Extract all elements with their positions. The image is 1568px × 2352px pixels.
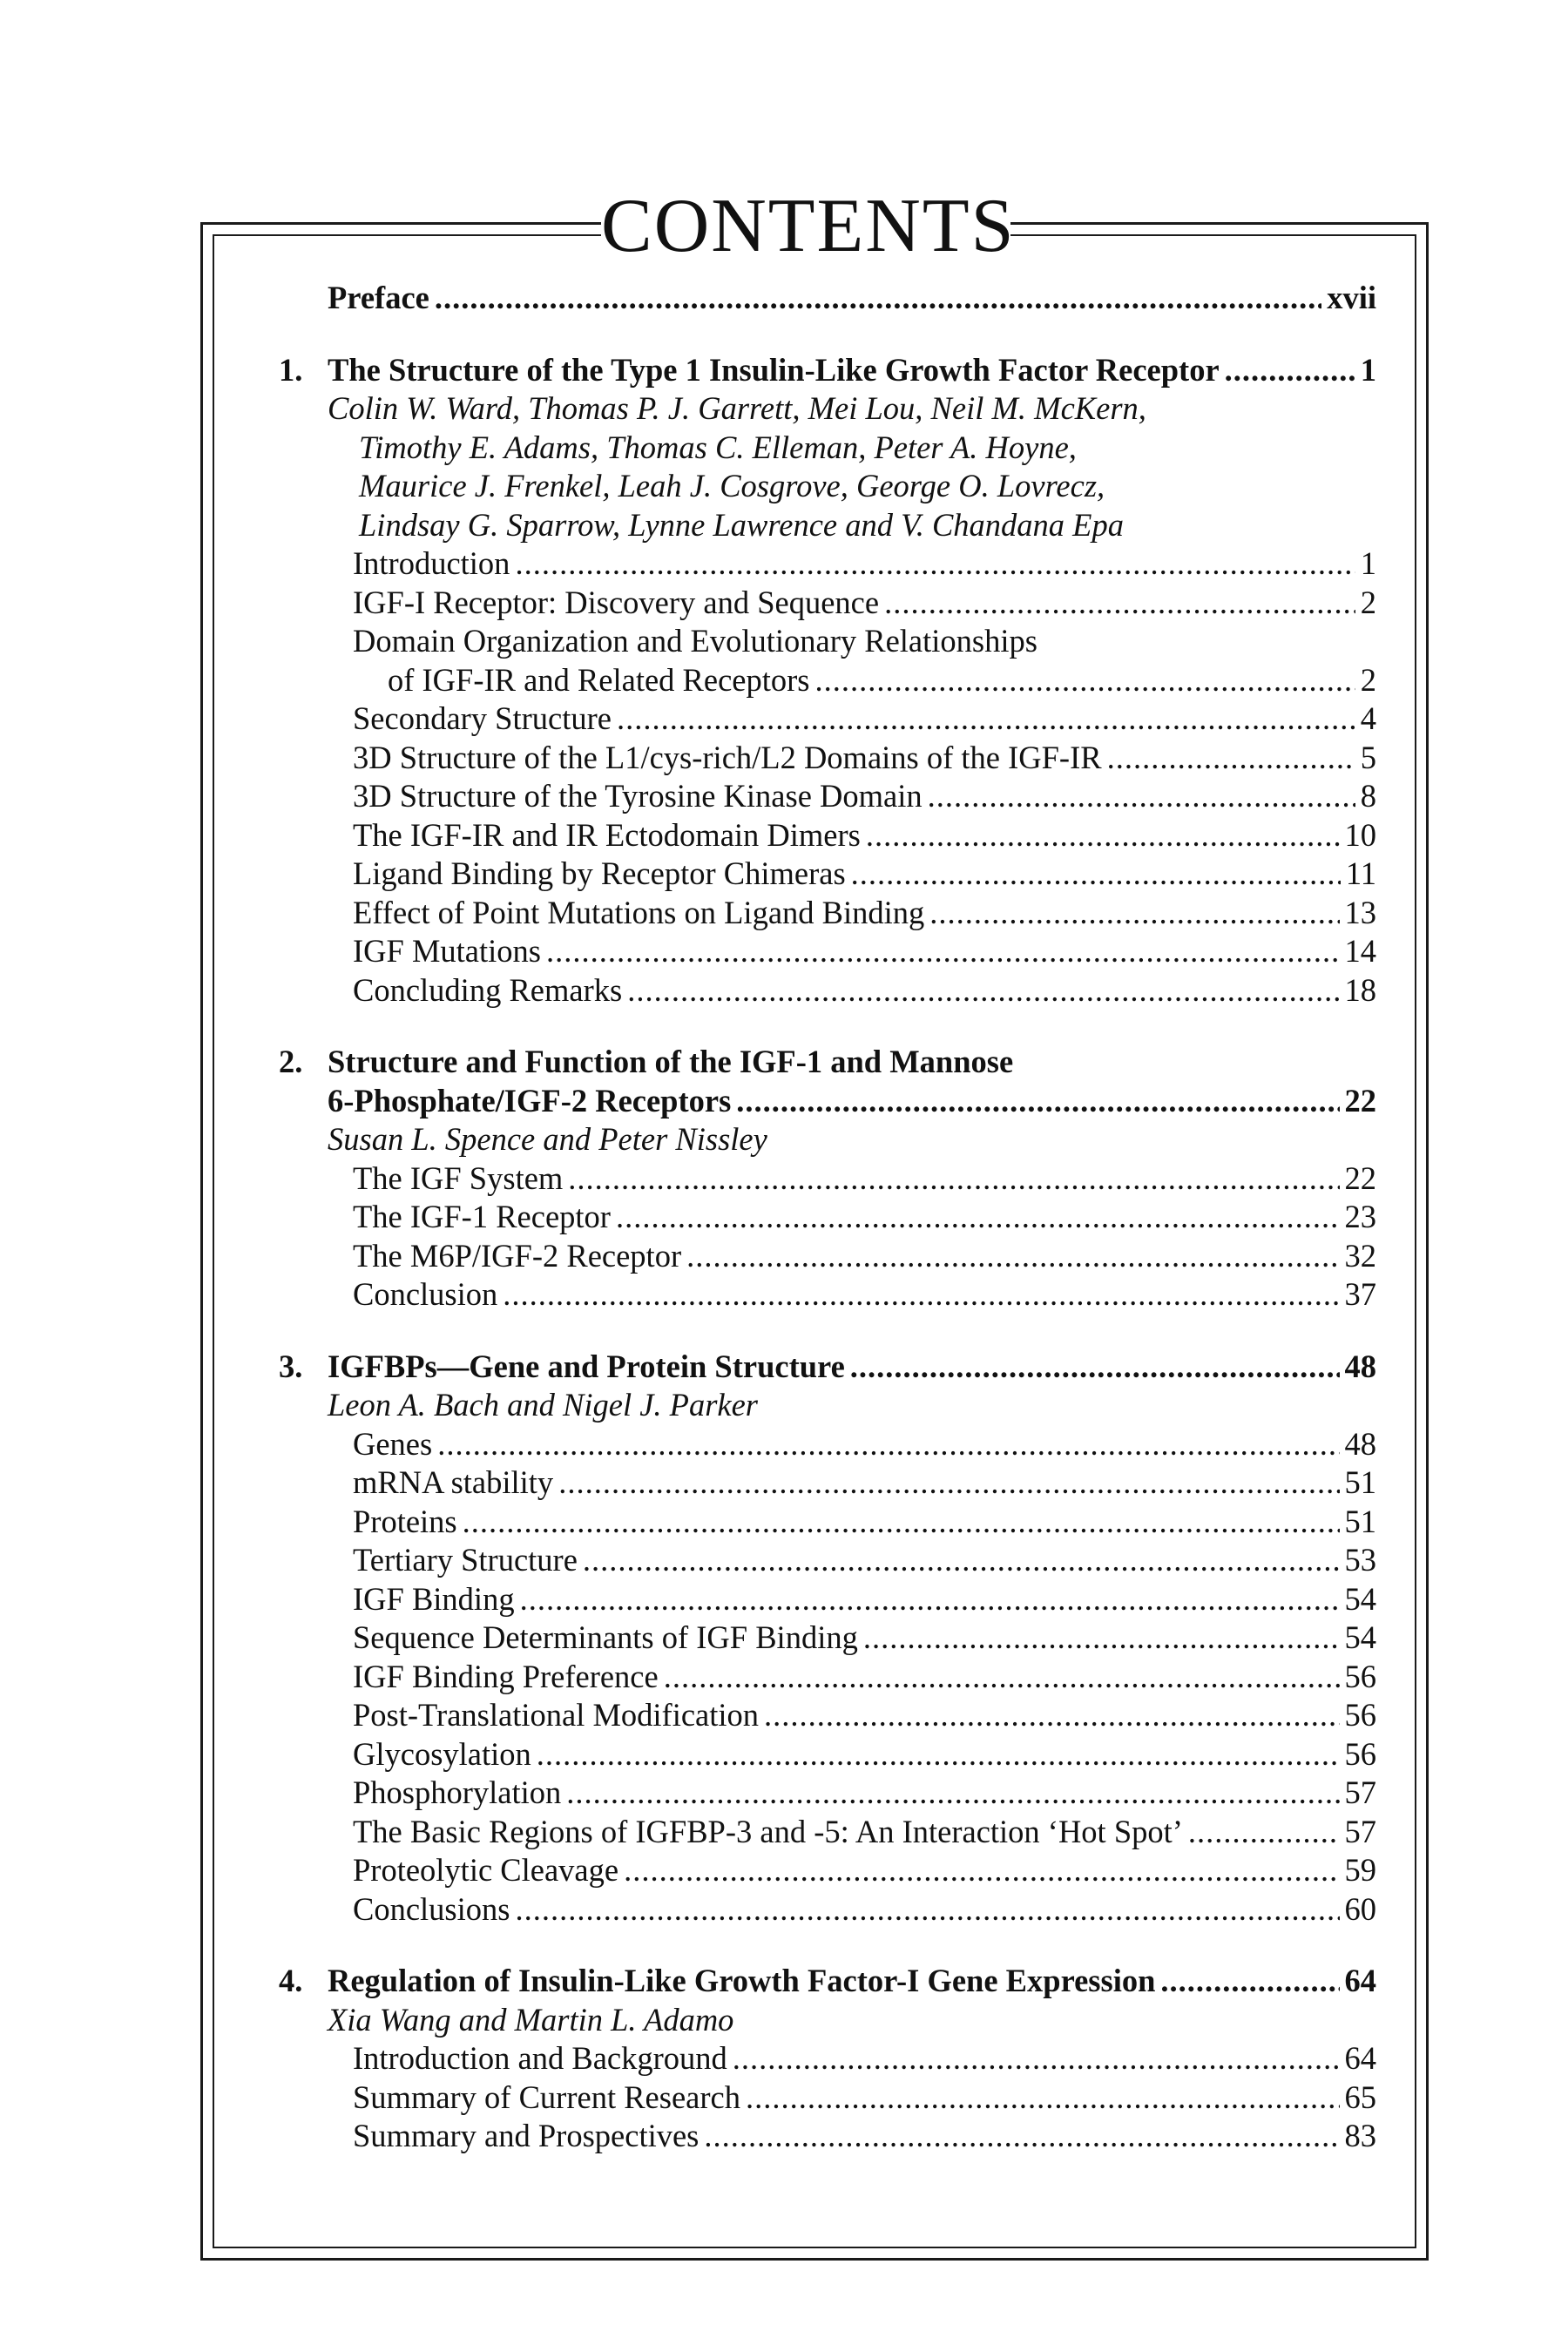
section-page: 51 (1344, 1464, 1376, 1500)
preface-label: Preface (328, 280, 429, 315)
section-page: 4 (1360, 700, 1376, 736)
section-title: Tertiary Structure (353, 1542, 578, 1578)
section-title: The IGF System (353, 1159, 564, 1196)
section-page: 54 (1344, 1619, 1376, 1655)
dot-leader (851, 855, 1341, 894)
spacer (279, 318, 1376, 351)
toc-section[interactable] (279, 1774, 1376, 1813)
dot-leader (929, 894, 1339, 933)
toc-section[interactable] (279, 2117, 1376, 2156)
toc-section[interactable] (279, 584, 1376, 623)
spacer (279, 1315, 1376, 1348)
dot-leader (1160, 1962, 1339, 2001)
chapter-page: 64 (1344, 1963, 1376, 1998)
section-title: IGF-I Receptor: Discovery and Sequence (353, 584, 880, 620)
section-page: 56 (1344, 1735, 1376, 1772)
toc-section[interactable] (279, 816, 1376, 855)
section-page: 22 (1344, 1159, 1376, 1196)
section-title: Conclusion (353, 1276, 498, 1312)
toc-chapter-4[interactable] (279, 1962, 1376, 2001)
chapter-page: 48 (1344, 1348, 1376, 1384)
toc-section[interactable] (279, 1503, 1376, 1542)
section-title: 3D Structure of the L1/cys-rich/L2 Domains of the IGF-IR (353, 739, 1102, 775)
dot-leader (568, 1159, 1339, 1199)
dot-leader (616, 1198, 1340, 1237)
chapter-page: 1 (1360, 351, 1376, 388)
dot-leader (437, 1425, 1339, 1464)
section-title[interactable]: Domain Organization and Evolutionary Relationships (353, 623, 1037, 659)
toc-section[interactable] (279, 661, 1376, 700)
section-page: 56 (1344, 1658, 1376, 1694)
toc-section[interactable] (279, 739, 1376, 778)
dot-leader (850, 1348, 1340, 1387)
dot-leader (463, 1503, 1340, 1542)
section-title: Sequence Determinants of IGF Binding (353, 1619, 858, 1655)
section-title: Ligand Binding by Receptor Chimeras (353, 855, 846, 891)
table-of-contents (279, 279, 1376, 2156)
toc-section[interactable] (279, 971, 1376, 1010)
section-title: Introduction and Background (353, 2040, 727, 2076)
section-title: Conclusions (353, 1890, 510, 1927)
section-page: 59 (1344, 1852, 1376, 1888)
dot-leader (617, 700, 1355, 739)
toc-section[interactable] (279, 1735, 1376, 1774)
toc-section[interactable] (279, 932, 1376, 971)
section-page: 60 (1344, 1890, 1376, 1927)
section-page: 32 (1344, 1237, 1376, 1274)
chapter-title: IGFBPs—Gene and Protein Structure (328, 1348, 845, 1384)
section-title: IGF Mutations (353, 933, 541, 969)
section-title: IGF Binding (353, 1580, 515, 1617)
dot-leader (503, 1275, 1339, 1315)
toc-section[interactable] (279, 700, 1376, 739)
dot-leader (928, 777, 1355, 816)
section-title: IGF Binding Preference (353, 1658, 659, 1694)
section-title: Post-Translational Modification (353, 1697, 760, 1733)
section-title: Introduction (353, 545, 510, 581)
toc-section[interactable] (279, 1275, 1376, 1315)
section-page: 83 (1344, 2118, 1376, 2153)
spacer (279, 1010, 1376, 1043)
dot-leader (624, 1851, 1339, 1890)
section-title: Secondary Structure (353, 700, 612, 736)
toc-chapter-2-line1[interactable] (279, 1043, 1376, 1082)
section-title: Phosphorylation (353, 1774, 562, 1810)
section-title-continued: of IGF-IR and Related Receptors (388, 661, 810, 698)
section-title: mRNA stability (353, 1464, 554, 1500)
section-page: 64 (1344, 2040, 1376, 2076)
section-page: 1 (1360, 545, 1376, 581)
toc-section[interactable] (279, 2039, 1376, 2078)
chapter-title: Structure and Function of the IGF-1 and Mannose (328, 1044, 1014, 1079)
section-title: The IGF-IR and IR Ectodomain Dimers (353, 816, 861, 853)
dot-leader (583, 1541, 1340, 1580)
toc-section[interactable] (279, 1696, 1376, 1735)
dot-leader (884, 584, 1355, 623)
dot-leader (566, 1774, 1339, 1813)
dot-leader (1225, 351, 1355, 390)
dot-leader (866, 816, 1340, 855)
section-title: Glycosylation (353, 1735, 531, 1772)
chapter-title: The Structure of the Type 1 Insulin-Like Growth Factor Receptor (328, 351, 1220, 388)
toc-section[interactable] (279, 1619, 1376, 1658)
dot-leader (733, 2039, 1340, 2078)
spacer (279, 1929, 1376, 1962)
section-title: Proteins (353, 1503, 457, 1539)
toc-section[interactable] (279, 1580, 1376, 1619)
toc-section[interactable] (279, 1425, 1376, 1464)
toc-section[interactable] (279, 2078, 1376, 2118)
chapter-page: 22 (1344, 1082, 1376, 1119)
dot-leader (736, 1082, 1339, 1121)
chapter-authors: Maurice J. Frenkel, Leah J. Cosgrove, George O. Lovrecz, (359, 468, 1105, 504)
section-page: 54 (1344, 1580, 1376, 1617)
dot-leader (1188, 1813, 1340, 1852)
section-page: 14 (1344, 933, 1376, 969)
dot-leader (686, 1237, 1339, 1276)
chapter-title: Regulation of Insulin-Like Growth Factor-I Gene Expression (328, 1963, 1156, 1998)
toc-section[interactable] (279, 855, 1376, 894)
dot-leader (664, 1658, 1340, 1697)
chapter-number: 4. (279, 1963, 303, 1998)
dot-leader (558, 1463, 1339, 1503)
chapter-authors: Lindsay G. Sparrow, Lynne Lawrence and V. Chandana Epa (359, 506, 1124, 543)
section-page: 53 (1344, 1542, 1376, 1578)
chapter-authors: Xia Wang and Martin L. Adamo (328, 2001, 734, 2038)
section-page: 18 (1344, 971, 1376, 1008)
section-page: 5 (1360, 739, 1376, 775)
page-title-container (601, 179, 1016, 274)
toc-section[interactable] (279, 1658, 1376, 1697)
section-page: 13 (1344, 894, 1376, 930)
toc-preface[interactable] (279, 279, 1376, 318)
dot-leader (515, 544, 1355, 584)
chapter-title: 6-Phosphate/IGF-2 Receptors (328, 1082, 732, 1119)
section-page: 51 (1344, 1503, 1376, 1539)
dot-leader (704, 2117, 1339, 2156)
section-title: The IGF-1 Receptor (353, 1199, 611, 1234)
section-page: 11 (1345, 855, 1376, 891)
chapter-authors: Leon A. Bach and Nigel J. Parker (328, 1387, 759, 1423)
toc-section[interactable] (279, 1890, 1376, 1930)
toc-section[interactable] (279, 1237, 1376, 1276)
toc-chapter-2[interactable] (279, 1082, 1376, 1121)
toc-section[interactable] (279, 1463, 1376, 1503)
toc-section[interactable] (279, 894, 1376, 933)
dot-leader (863, 1619, 1340, 1658)
toc-section[interactable] (279, 1813, 1376, 1852)
toc-section[interactable] (279, 777, 1376, 816)
page-title: CONTENTS (601, 184, 1016, 268)
chapter-authors: Colin W. Ward, Thomas P. J. Garrett, Mei Lou, Neil M. McKern, (328, 390, 1146, 426)
chapter-authors: Timothy E. Adams, Thomas C. Elleman, Peter A. Hoyne, (359, 429, 1077, 465)
section-page: 57 (1344, 1813, 1376, 1849)
dot-leader (1107, 739, 1355, 778)
section-page: 23 (1344, 1199, 1376, 1234)
section-page: 65 (1344, 2078, 1376, 2115)
dot-leader (746, 2078, 1340, 2118)
section-title: The Basic Regions of IGFBP-3 and -5: An Interaction ‘Hot Spot’ (353, 1813, 1183, 1849)
section-page: 37 (1344, 1276, 1376, 1312)
section-title: 3D Structure of the Tyrosine Kinase Domain (353, 778, 923, 814)
dot-leader (516, 1890, 1340, 1930)
section-page: 2 (1360, 661, 1376, 698)
chapter-number: 2. (279, 1044, 303, 1079)
dot-leader (627, 971, 1339, 1010)
chapter-number: 3. (279, 1348, 303, 1384)
toc-chapter-3[interactable] (279, 1348, 1376, 1387)
section-page: 48 (1344, 1425, 1376, 1462)
toc-section[interactable] (279, 544, 1376, 584)
dot-leader (435, 279, 1321, 318)
section-title: Genes (353, 1425, 433, 1462)
section-title: Proteolytic Cleavage (353, 1852, 619, 1888)
section-title: Concluding Remarks (353, 971, 623, 1008)
section-title: The M6P/IGF-2 Receptor (353, 1237, 682, 1274)
section-title: Effect of Point Mutations on Ligand Binding (353, 894, 925, 930)
dot-leader (520, 1580, 1340, 1619)
chapter-authors: Susan L. Spence and Peter Nissley (328, 1121, 767, 1157)
section-page: 2 (1360, 584, 1376, 620)
section-page: 56 (1344, 1697, 1376, 1733)
dot-leader (546, 932, 1340, 971)
section-page: 10 (1344, 816, 1376, 853)
toc-section[interactable] (279, 1541, 1376, 1580)
toc-section[interactable] (279, 1851, 1376, 1890)
toc-chapter-1[interactable] (279, 351, 1376, 390)
preface-page: xvii (1327, 280, 1376, 315)
chapter-number: 1. (279, 351, 303, 388)
dot-leader (764, 1696, 1339, 1735)
dot-leader (815, 661, 1355, 700)
section-page: 57 (1344, 1774, 1376, 1810)
dot-leader (537, 1735, 1340, 1774)
toc-section[interactable] (279, 1198, 1376, 1237)
section-title: Summary of Current Research (353, 2078, 740, 2115)
toc-section[interactable] (279, 1159, 1376, 1199)
section-title: Summary and Prospectives (353, 2118, 700, 2153)
section-page: 8 (1360, 778, 1376, 814)
